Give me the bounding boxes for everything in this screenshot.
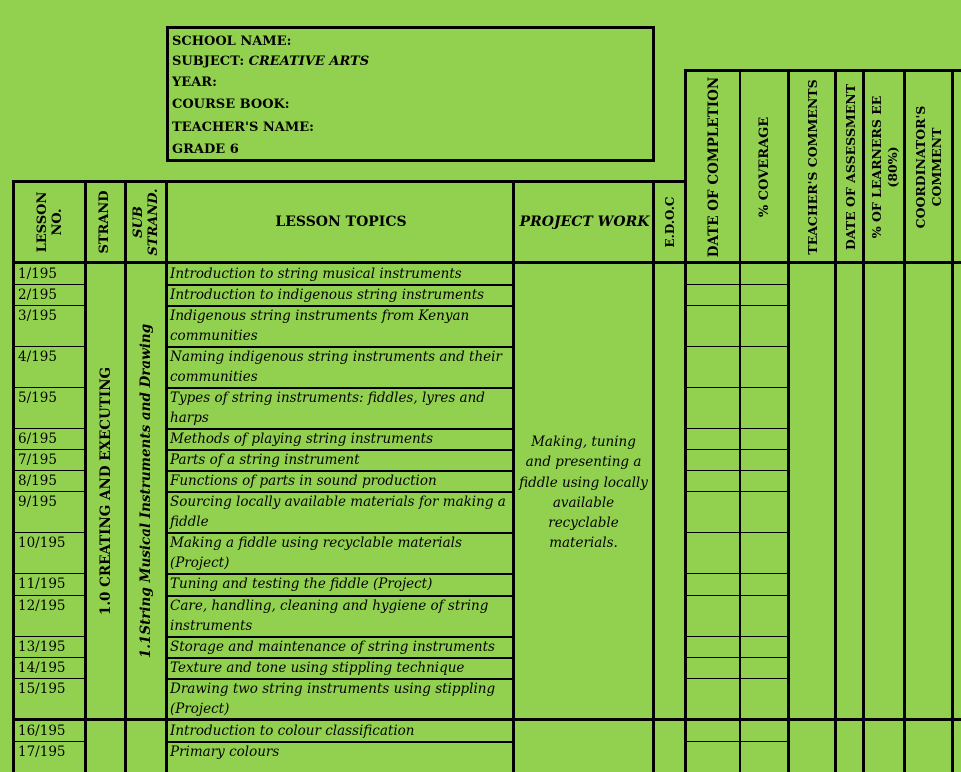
lesson-topic: Methods of playing string instruments — [170, 431, 434, 447]
row-divider — [686, 573, 788, 574]
col-header-edoc: E.D.O.C — [663, 196, 677, 248]
lesson-number: 15/195 — [18, 681, 66, 697]
col-header-sub-strand: SUB STRAND. — [131, 188, 161, 256]
lesson-topic: Introduction to string musical instruments — [170, 266, 462, 282]
lesson-number: 7/195 — [18, 452, 57, 468]
sub-strand-cell: 1.1String Musical Instruments and Drawing — [138, 323, 154, 659]
lesson-topic: Making a fiddle using recyclable materials (Project) — [170, 535, 462, 571]
col-header-teachers-comments: TEACHER'S COMMENTS — [804, 78, 820, 255]
vline-right — [951, 69, 954, 772]
row-divider — [686, 636, 788, 637]
strand-cell: 1.0 CREATING AND EXECUTING — [97, 366, 114, 616]
lesson-topic: Types of string instruments: fiddles, lyres and harps — [170, 390, 485, 426]
col-header-learners-ee: % OF LEARNERS EE (80%) — [869, 95, 900, 238]
vline-doc-cov — [739, 69, 741, 772]
lesson-number: 17/195 — [18, 744, 66, 760]
row-divider — [686, 657, 788, 658]
lesson-number: 11/195 — [18, 576, 66, 592]
lesson-number: 10/195 — [18, 535, 66, 551]
project-work-text: Making, tuning and presenting a fiddle using locally available recyclable materials. — [519, 434, 648, 552]
lesson-number: 5/195 — [18, 390, 57, 406]
section-separator-right — [652, 718, 961, 721]
school-info-box — [166, 26, 655, 162]
row-divider — [686, 305, 788, 306]
row-divider — [686, 387, 788, 388]
lesson-topic: Sourcing locally available materials for making a fiddle — [170, 494, 506, 530]
row-divider — [686, 741, 788, 742]
vline-da-ee — [862, 69, 865, 772]
teacher-name-label: TEACHER'S NAME: — [172, 120, 314, 135]
row-divider — [686, 595, 788, 596]
lesson-number: 13/195 — [18, 639, 66, 655]
col-header-strand: STRAND — [97, 190, 112, 254]
subject-label: SUBJECT: — [172, 54, 249, 69]
col-header-date-of-assessment: DATE OF ASSESSMENT — [842, 83, 858, 250]
row-divider — [686, 449, 788, 450]
vline-ee-cc — [903, 69, 906, 772]
lesson-topic: Primary colours — [170, 744, 280, 760]
row-divider — [686, 470, 788, 471]
lesson-number: 4/195 — [18, 349, 57, 365]
row-divider — [686, 346, 788, 347]
section-separator-project — [514, 718, 654, 721]
lesson-topic: Drawing two string instruments using stippling (Project) — [170, 681, 496, 717]
lesson-topic: Storage and maintenance of string instruments — [170, 639, 495, 655]
lesson-topic: Functions of parts in sound production — [170, 473, 437, 489]
lesson-topic: Indigenous string instruments from Kenyan communities — [170, 308, 470, 344]
vline-tc-da — [834, 69, 837, 772]
lesson-number: 8/195 — [18, 473, 57, 489]
lesson-number: 16/195 — [18, 723, 66, 739]
lesson-topic: Care, handling, cleaning and hygiene of string instruments — [170, 598, 489, 634]
grade-label: GRADE 6 — [172, 142, 239, 157]
subject-line — [169, 52, 652, 72]
lesson-number: 3/195 — [18, 308, 57, 324]
col-header-project-work: PROJECT WORK — [519, 214, 650, 230]
row-divider — [686, 284, 788, 285]
lesson-number: 2/195 — [18, 287, 57, 303]
lesson-number: 9/195 — [18, 494, 57, 510]
school-name-label: SCHOOL NAME: — [172, 34, 292, 49]
lesson-topic: Introduction to colour classification — [170, 723, 415, 739]
row-divider — [686, 491, 788, 492]
course-book-label: COURSE BOOK: — [172, 97, 290, 112]
col-header-lesson-no: LESSON NO. — [34, 191, 65, 253]
lesson-number: 6/195 — [18, 431, 57, 447]
lesson-number: 1/195 — [18, 266, 57, 282]
col-header-lesson-topics: LESSON TOPICS — [275, 214, 407, 230]
vline-edoc-doc — [684, 69, 687, 772]
lesson-topic: Introduction to indigenous string instruments — [170, 287, 485, 303]
lesson-topic: Texture and tone using stippling technique — [170, 660, 465, 676]
lesson-number: 12/195 — [18, 598, 66, 614]
vline-cov-tc — [787, 69, 790, 772]
row-divider — [686, 532, 788, 533]
lesson-topic: Parts of a string instrument — [170, 452, 360, 468]
col-header-date-of-completion: DATE OF COMPLETION — [705, 76, 722, 257]
lesson-topic: Tuning and testing the fiddle (Project) — [170, 576, 433, 592]
subject-value: CREATIVE ARTS — [248, 54, 370, 69]
lesson-number: 14/195 — [18, 660, 66, 676]
row-divider — [686, 428, 788, 429]
row-divider — [686, 678, 788, 679]
vline-project-edoc — [652, 180, 655, 772]
col-header-coverage: % COVERAGE — [756, 116, 772, 217]
year-label: YEAR: — [172, 75, 217, 90]
col-header-coordinators-comment: COORDINATOR'S COMMENT — [913, 105, 944, 228]
lesson-topic: Naming indigenous string instruments and their communities — [170, 349, 502, 385]
